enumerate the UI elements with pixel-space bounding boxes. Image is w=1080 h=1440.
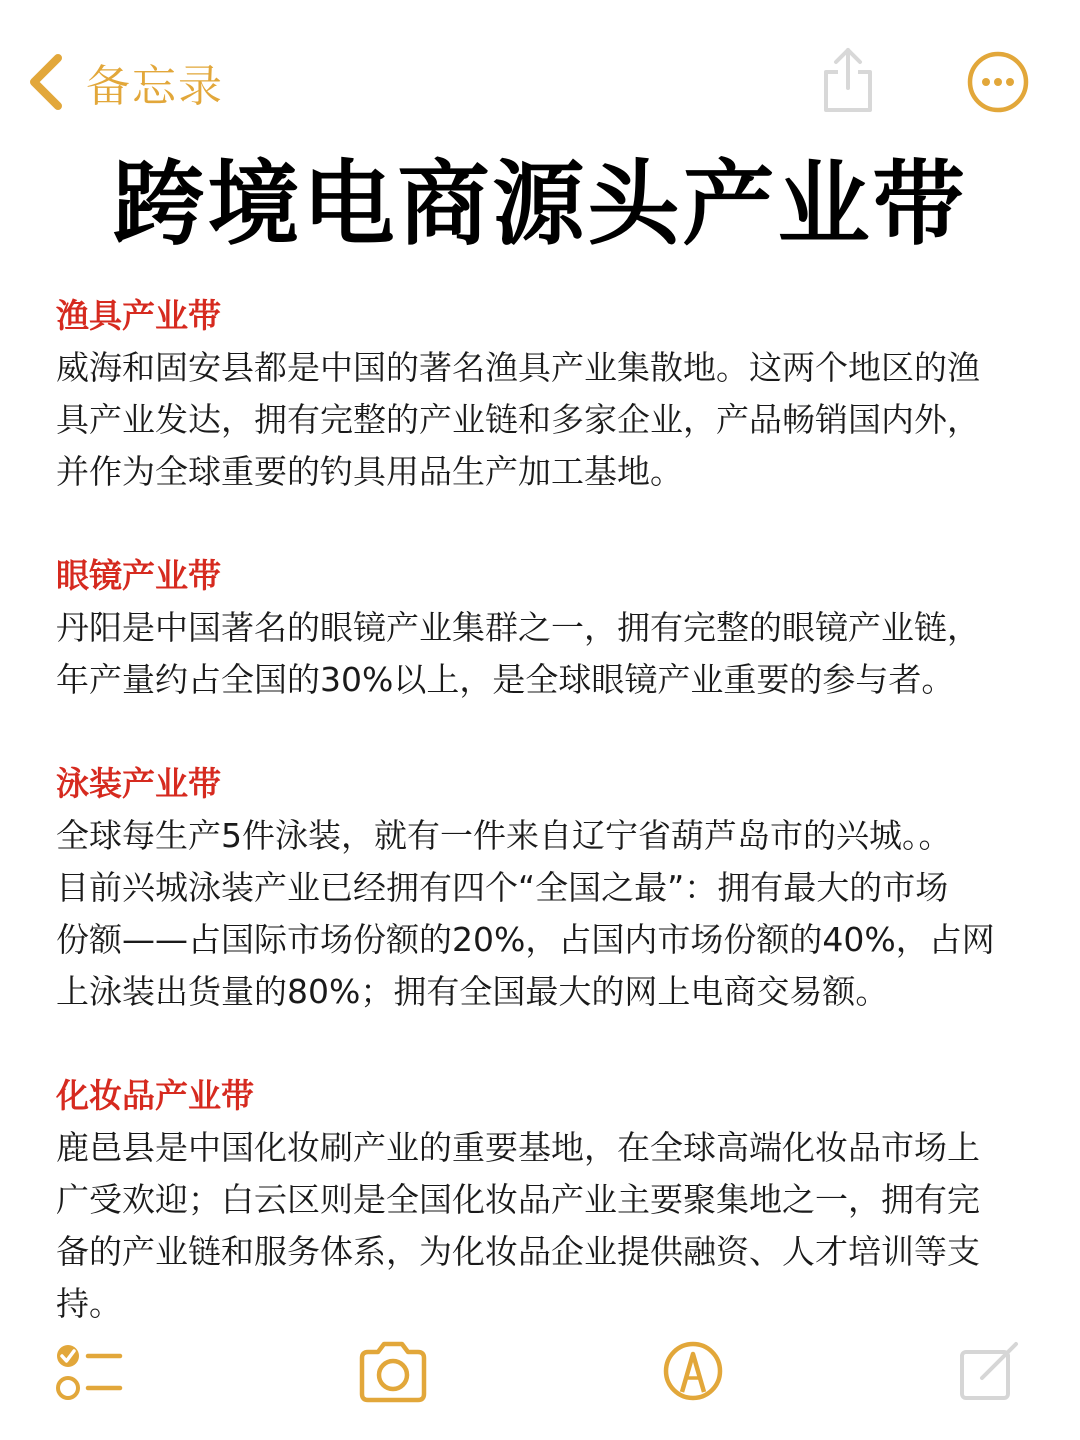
body-line: 具产业发达，拥有完整的产业链和多家企业，产品畅销国内外， (56, 400, 980, 439)
body-line: 鹿邑县是中国化妆刷产业的重要基地，在全球高端化妆品市场上 (56, 1128, 980, 1167)
markup-pen-icon[interactable] (662, 1336, 724, 1406)
section-fishing (56, 290, 1026, 498)
checklist-icon[interactable] (54, 1340, 124, 1404)
back-button[interactable] (26, 50, 224, 114)
share-icon[interactable] (820, 44, 876, 114)
note-title: 跨境电商源头产业带 (112, 151, 968, 258)
section-heading: 眼镜产业带 (56, 556, 221, 595)
more-icon[interactable] (966, 50, 1030, 114)
section-heading: 渔具产业带 (56, 296, 221, 335)
section-swimwear (56, 758, 1026, 1018)
body-line: 上泳装出货量的80%；拥有全国最大的网上电商交易额。 (56, 972, 889, 1011)
body-line: 丹阳是中国著名的眼镜产业集群之一，拥有完整的眼镜产业链， (56, 608, 980, 647)
section-eyewear (56, 550, 1026, 706)
body-line: 备的产业链和服务体系，为化妆品企业提供融资、人才培训等支 (56, 1232, 980, 1271)
back-label: 备忘录 (86, 61, 224, 112)
body-line: 目前兴城泳装产业已经拥有四个“全国之最”：拥有最大的市场 (56, 868, 949, 907)
section-heading: 化妆品产业带 (56, 1076, 254, 1115)
body-line: 持。 (56, 1284, 122, 1323)
note-body[interactable] (56, 290, 1026, 1330)
body-line: 并作为全球重要的钓具用品生产加工基地。 (56, 452, 683, 491)
nav-bar (0, 0, 1080, 150)
body-line: 威海和固安县都是中国的著名渔具产业集散地。这两个地区的渔 (56, 348, 980, 387)
bottom-toolbar (0, 1330, 1080, 1440)
body-line: 份额——占国际市场份额的20%，占国内市场份额的40%，占网 (56, 920, 995, 959)
camera-icon[interactable] (356, 1340, 430, 1404)
body-line: 年产量约占全国的30%以上，是全球眼镜产业重要的参与者。 (56, 660, 955, 699)
section-cosmetics (56, 1070, 1026, 1330)
compose-icon[interactable] (958, 1338, 1022, 1404)
body-line: 全球每生产5件泳装，就有一件来自辽宁省葫芦岛市的兴城。。 (56, 816, 952, 855)
body-line: 广受欢迎；白云区则是全国化妆品产业主要聚集地之一，拥有完 (56, 1180, 980, 1219)
section-heading: 泳装产业带 (56, 764, 221, 803)
chevron-left-icon (26, 52, 66, 112)
